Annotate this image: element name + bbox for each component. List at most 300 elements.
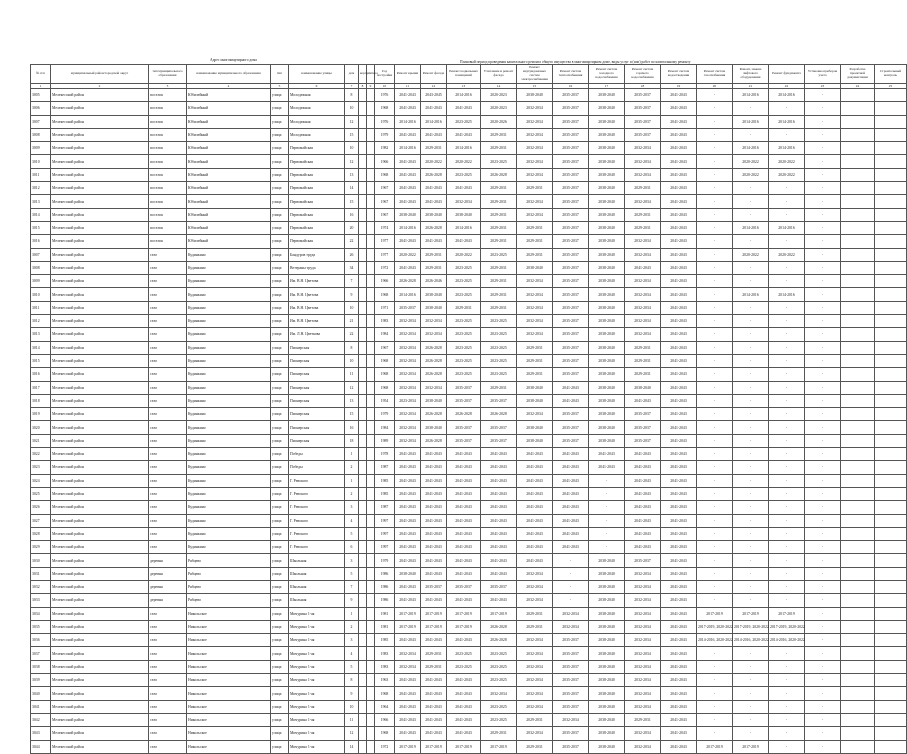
cell-period: 2017-2019 xyxy=(733,740,769,753)
cell-period: 2014-2016 xyxy=(769,115,805,128)
cell-period: 2029-2031 xyxy=(625,713,661,726)
cell-period: 2038-2040 xyxy=(517,394,553,407)
cell-n: 3041 xyxy=(31,700,51,713)
cell-st: улица xyxy=(271,315,289,328)
cell-st: улица xyxy=(271,554,289,567)
cell-type: село xyxy=(149,341,187,354)
cell-period: 2041-2043 xyxy=(661,368,697,381)
cell-empty xyxy=(841,168,875,181)
cell-mo: Юбилейный xyxy=(187,102,271,115)
cell-period: 2035-2037 xyxy=(553,368,589,381)
cell-period: 2014-2016 xyxy=(395,221,421,234)
cell-street: Им. Л.Н. Цветкова xyxy=(289,328,345,341)
cell-period: 2041-2043 xyxy=(421,195,447,208)
table-body xyxy=(31,89,907,754)
cell-period: 2032-2034 xyxy=(395,421,421,434)
column-number: 24 xyxy=(841,84,875,89)
cell-period: 2014-2016, 2020-2022 xyxy=(697,634,733,647)
cell-period: - xyxy=(805,487,841,500)
cell-empty xyxy=(875,89,907,102)
cell-period: - xyxy=(769,567,805,580)
cell-empty xyxy=(841,687,875,700)
cell-period: 2032-2034 xyxy=(625,687,661,700)
cell-period: - xyxy=(769,381,805,394)
cell-house: 12 xyxy=(345,115,359,128)
cell-period: 2038-2040 xyxy=(589,740,625,753)
cell-lit xyxy=(367,261,375,274)
cell-year: 1982 xyxy=(375,142,395,155)
column-header: наименование муниципального образования xyxy=(187,65,271,84)
cell-period: - xyxy=(697,687,733,700)
cell-period: 2041-2043 xyxy=(661,261,697,274)
cell-period: 2041-2043 xyxy=(517,514,553,527)
cell-n: 3030 xyxy=(31,554,51,567)
cell-period: 2020-2023 xyxy=(481,102,517,115)
cell-district: Мелекесский район xyxy=(51,248,149,261)
cell-period: 2029-2031 xyxy=(481,195,517,208)
cell-n: 3020 xyxy=(31,421,51,434)
cell-period: 2014-2016 xyxy=(769,288,805,301)
cell-lit xyxy=(367,115,375,128)
cell-period: 2041-2043 xyxy=(661,275,697,288)
cell-period: 2038-2040 xyxy=(589,208,625,221)
cell-st: улица xyxy=(271,128,289,141)
cell-street: Мичурина 1-ая xyxy=(289,700,345,713)
cell-n: 3039 xyxy=(31,674,51,687)
cell-period: - xyxy=(805,687,841,700)
cell-empty xyxy=(875,261,907,274)
cell-period: 2032-2034 xyxy=(421,315,447,328)
cell-year: 1968 xyxy=(375,354,395,367)
cell-empty xyxy=(875,594,907,607)
cell-st: улица xyxy=(271,567,289,580)
cell-period: 2041-2043 xyxy=(625,461,661,474)
cell-st: улица xyxy=(271,288,289,301)
cell-period: 2035-2037 xyxy=(553,660,589,673)
cell-period: 2035-2037 xyxy=(447,394,481,407)
cell-period: - xyxy=(769,182,805,195)
cell-st: улица xyxy=(271,607,289,620)
cell-period: 2032-2034 xyxy=(395,647,421,660)
cell-period: - xyxy=(697,102,733,115)
cell-period: 2038-2040 xyxy=(589,580,625,593)
cell-empty xyxy=(875,128,907,141)
cell-empty xyxy=(841,248,875,261)
cell-period: 2032-2034 xyxy=(625,328,661,341)
table-row xyxy=(31,341,907,354)
cell-corp xyxy=(359,128,367,141)
cell-period: 2038-2040 xyxy=(589,647,625,660)
cell-house: 18 xyxy=(345,434,359,447)
cell-period: - xyxy=(805,168,841,181)
cell-period: - xyxy=(697,594,733,607)
cell-empty xyxy=(875,647,907,660)
cell-corp xyxy=(359,275,367,288)
cell-period: - xyxy=(769,208,805,221)
cell-street: Г. Ревокого xyxy=(289,527,345,540)
cell-period: 2038-2040 xyxy=(589,434,625,447)
table-row xyxy=(31,448,907,461)
cell-lit xyxy=(367,674,375,687)
cell-period: 2041-2043 xyxy=(661,567,697,580)
cell-period: - xyxy=(697,354,733,367)
cell-street: Первомайская xyxy=(289,182,345,195)
cell-period: 2032-2034 xyxy=(517,727,553,740)
cell-period: - xyxy=(733,182,769,195)
cell-period: 2029-2031 xyxy=(625,368,661,381)
cell-empty xyxy=(875,674,907,687)
cell-mo: Кудинкино xyxy=(187,341,271,354)
cell-street: Пионерская xyxy=(289,381,345,394)
cell-corp xyxy=(359,541,367,554)
cell-period: 2041-2043 xyxy=(661,501,697,514)
cell-corp xyxy=(359,567,367,580)
cell-period: 2029-2031 xyxy=(517,182,553,195)
table-row xyxy=(31,354,907,367)
cell-empty xyxy=(875,554,907,567)
cell-period: 2038-2040 xyxy=(589,288,625,301)
cell-house: 5 xyxy=(345,527,359,540)
cell-corp xyxy=(359,288,367,301)
cell-period: 2023-2025 xyxy=(481,713,517,726)
cell-type: село xyxy=(149,501,187,514)
cell-corp xyxy=(359,341,367,354)
cell-period: 2035-2037 xyxy=(553,248,589,261)
cell-st: улица xyxy=(271,235,289,248)
cell-corp xyxy=(359,221,367,234)
cell-mo: Никольское xyxy=(187,713,271,726)
cell-st: улица xyxy=(271,634,289,647)
cell-district: Мелекесский район xyxy=(51,394,149,407)
cell-corp xyxy=(359,740,367,753)
cell-house: 15 xyxy=(345,128,359,141)
cell-period: 2038-2040 xyxy=(589,408,625,421)
cell-period: 2032-2034 xyxy=(553,607,589,620)
table-row xyxy=(31,541,907,554)
cell-period: 2038-2040 xyxy=(589,315,625,328)
cell-year: 1985 xyxy=(375,634,395,647)
cell-lit xyxy=(367,727,375,740)
cell-period: 2017-2019, 2020-2022 xyxy=(733,620,769,633)
cell-mo: Никольское xyxy=(187,607,271,620)
cell-period: - xyxy=(769,368,805,381)
cell-n: 3007 xyxy=(31,115,51,128)
cell-type: село xyxy=(149,315,187,328)
cell-period: 2041-2043 xyxy=(395,448,421,461)
cell-district: Мелекесский район xyxy=(51,301,149,314)
cell-period: 2041-2043 xyxy=(661,315,697,328)
cell-street: Молодежная xyxy=(289,89,345,102)
cell-lit xyxy=(367,195,375,208)
cell-corp xyxy=(359,368,367,381)
cell-period: - xyxy=(733,461,769,474)
cell-period: 2041-2043 xyxy=(553,527,589,540)
cell-n: 3006 xyxy=(31,102,51,115)
cell-period: 2032-2034 xyxy=(625,594,661,607)
cell-period: 2041-2043 xyxy=(661,328,697,341)
cell-period: - xyxy=(805,128,841,141)
cell-period: 2023-2034 xyxy=(395,394,421,407)
cell-corp xyxy=(359,102,367,115)
cell-period: 2041-2043 xyxy=(395,514,421,527)
cell-period: 2023-2025 xyxy=(481,354,517,367)
cell-period: 2035-2037 xyxy=(553,128,589,141)
cell-period: - xyxy=(769,727,805,740)
cell-mo: Никольское xyxy=(187,620,271,633)
cell-period: 2017-2019 xyxy=(395,607,421,620)
cell-period: - xyxy=(805,740,841,753)
cell-period: 2038-2040 xyxy=(421,288,447,301)
cell-st: улица xyxy=(271,182,289,195)
cell-type: село xyxy=(149,620,187,633)
cell-period: 2041-2043 xyxy=(395,580,421,593)
cell-n: 3019 xyxy=(31,408,51,421)
cell-empty xyxy=(875,740,907,753)
cell-house: 6 xyxy=(345,541,359,554)
cell-period: - xyxy=(769,301,805,314)
cell-period: - xyxy=(769,674,805,687)
cell-corp xyxy=(359,354,367,367)
cell-period: - xyxy=(697,434,733,447)
cell-house: 8 xyxy=(345,674,359,687)
cell-period: 2041-2043 xyxy=(661,381,697,394)
cell-n: 3005 xyxy=(31,89,51,102)
column-number: 11 xyxy=(395,84,421,89)
cell-period: 2020-2022 xyxy=(733,248,769,261)
column-header: Строительный контроль xyxy=(875,65,907,84)
cell-period: 2014-2016 xyxy=(733,221,769,234)
cell-empty xyxy=(841,368,875,381)
cell-mo: Юбилейный xyxy=(187,235,271,248)
cell-period: 2038-2040 xyxy=(589,248,625,261)
cell-lit xyxy=(367,301,375,314)
cell-empty xyxy=(875,394,907,407)
cell-type: село xyxy=(149,713,187,726)
cell-period: - xyxy=(733,368,769,381)
cell-n: 3016 xyxy=(31,368,51,381)
cell-period: 2017-2019, 2020-2022 xyxy=(697,620,733,633)
cell-period: - xyxy=(697,647,733,660)
cell-year: 1984 xyxy=(375,421,395,434)
cell-period: 2029-2031 xyxy=(421,248,447,261)
cell-st: улица xyxy=(271,155,289,168)
cell-year: 1978 xyxy=(375,448,395,461)
column-number: 16 xyxy=(553,84,589,89)
cell-period: 2038-2040 xyxy=(589,594,625,607)
cell-empty xyxy=(841,408,875,421)
column-number: 12 xyxy=(421,84,447,89)
cell-st: улица xyxy=(271,248,289,261)
cell-period: 2029-2031 xyxy=(481,381,517,394)
column-number: 14 xyxy=(481,84,517,89)
cell-period: 2032-2034 xyxy=(395,315,421,328)
cell-n: 3012 xyxy=(31,315,51,328)
cell-period: 2035-2037 xyxy=(553,687,589,700)
cell-period: 2041-2043 xyxy=(421,448,447,461)
cell-corp xyxy=(359,89,367,102)
cell-period: - xyxy=(553,594,589,607)
cell-period: - xyxy=(805,514,841,527)
cell-period: 2041-2043 xyxy=(447,527,481,540)
cell-period: - xyxy=(733,102,769,115)
cell-empty xyxy=(875,541,907,554)
cell-period: 2032-2034 xyxy=(625,195,661,208)
cell-period: - xyxy=(697,394,733,407)
cell-n: 3044 xyxy=(31,740,51,753)
cell-empty xyxy=(875,182,907,195)
cell-period: - xyxy=(589,514,625,527)
cell-street: Мичурина 1-ая xyxy=(289,620,345,633)
cell-period: 2041-2043 xyxy=(395,541,421,554)
cell-type: деревня xyxy=(149,580,187,593)
cell-period: 2038-2040 xyxy=(421,301,447,314)
cell-period: 2041-2043 xyxy=(661,408,697,421)
cell-corp xyxy=(359,527,367,540)
cell-period: 2041-2043 xyxy=(447,594,481,607)
cell-district: Мелекесский район xyxy=(51,354,149,367)
cell-period: 2020-2022 xyxy=(769,248,805,261)
cell-period: - xyxy=(769,700,805,713)
cell-st: улица xyxy=(271,142,289,155)
cell-district: Мелекесский район xyxy=(51,421,149,434)
column-header: Ремонт систем теплоснабжения xyxy=(553,65,589,84)
cell-period: 2041-2043 xyxy=(447,487,481,500)
cell-period: 2041-2043 xyxy=(661,182,697,195)
cell-period: 2032-2034 xyxy=(421,381,447,394)
cell-st: улица xyxy=(271,541,289,554)
cell-period: 2041-2043 xyxy=(447,514,481,527)
cell-period: 2041-2043 xyxy=(481,501,517,514)
cell-period: 2032-2034 xyxy=(395,434,421,447)
cell-period: 2032-2034 xyxy=(625,580,661,593)
cell-empty xyxy=(875,301,907,314)
cell-mo: Никольское xyxy=(187,660,271,673)
cell-period: - xyxy=(697,541,733,554)
cell-mo: Кудинкино xyxy=(187,434,271,447)
cell-period: 2041-2043 xyxy=(395,700,421,713)
cell-period: 2041-2043 xyxy=(395,168,421,181)
cell-period: 2014-2016 xyxy=(769,89,805,102)
cell-period: - xyxy=(769,434,805,447)
cell-period: 2041-2043 xyxy=(589,461,625,474)
cell-period: 2035-2037 xyxy=(553,235,589,248)
column-number: 1 xyxy=(31,84,51,89)
cell-district: Мелекесский район xyxy=(51,155,149,168)
cell-mo: Рябцево xyxy=(187,567,271,580)
cell-house: 11 xyxy=(345,713,359,726)
cell-period: 2032-2034 xyxy=(517,634,553,647)
cell-district: Мелекесский район xyxy=(51,261,149,274)
cell-period: 2026-2028 xyxy=(421,221,447,234)
cell-year: 1983 xyxy=(375,660,395,673)
cell-period: 2041-2043 xyxy=(447,687,481,700)
cell-year: 1968 xyxy=(375,687,395,700)
cell-corp xyxy=(359,421,367,434)
cell-period: 2038-2040 xyxy=(589,607,625,620)
cell-street: Г. Ревокого xyxy=(289,514,345,527)
cell-period: 2035-2037 xyxy=(553,341,589,354)
cell-period: - xyxy=(805,235,841,248)
cell-period: 2041-2043 xyxy=(553,381,589,394)
cell-street: Г. Ревокого xyxy=(289,501,345,514)
cell-period: 2041-2043 xyxy=(661,235,697,248)
cell-year: 1968 xyxy=(375,381,395,394)
cell-lit xyxy=(367,647,375,660)
cell-type: поселок xyxy=(149,128,187,141)
cell-st: улица xyxy=(271,474,289,487)
cell-period: - xyxy=(697,221,733,234)
cell-period: - xyxy=(805,408,841,421)
table-row xyxy=(31,727,907,740)
table-row xyxy=(31,713,907,726)
cell-empty xyxy=(841,261,875,274)
cell-district: Мелекесский район xyxy=(51,381,149,394)
cell-period: 2032-2034 xyxy=(517,687,553,700)
cell-lit xyxy=(367,527,375,540)
cell-year: 1967 xyxy=(375,341,395,354)
cell-type: поселок xyxy=(149,115,187,128)
cell-period: 2017-2019 xyxy=(697,607,733,620)
cell-period: 2041-2043 xyxy=(661,248,697,261)
cell-st: улица xyxy=(271,221,289,234)
cell-empty xyxy=(875,221,907,234)
cell-period: 2038-2040 xyxy=(589,261,625,274)
cell-empty xyxy=(875,168,907,181)
cell-house: 1 xyxy=(345,474,359,487)
cell-corp xyxy=(359,115,367,128)
cell-period: 2023-2025 xyxy=(481,647,517,660)
cell-period: 2032-2034 xyxy=(517,115,553,128)
cell-period: 2041-2043 xyxy=(553,394,589,407)
cell-mo: Кудинкино xyxy=(187,514,271,527)
cell-period: - xyxy=(805,208,841,221)
cell-period: 2035-2037 xyxy=(553,328,589,341)
cell-empty xyxy=(841,208,875,221)
cell-period: 2038-2040 xyxy=(589,368,625,381)
cell-period: 2038-2040 xyxy=(447,208,481,221)
cell-period: - xyxy=(697,128,733,141)
cell-lit xyxy=(367,89,375,102)
cell-period: 2041-2043 xyxy=(395,155,421,168)
cell-period: 2014-2016 xyxy=(769,221,805,234)
cell-period: 2041-2043 xyxy=(625,527,661,540)
cell-period: 2035-2037 xyxy=(553,221,589,234)
cell-period: 2041-2043 xyxy=(625,514,661,527)
cell-period: - xyxy=(733,381,769,394)
cell-period: - xyxy=(769,195,805,208)
column-number: 21 xyxy=(733,84,769,89)
cell-corp xyxy=(359,208,367,221)
column-number: 5 xyxy=(271,84,289,89)
column-header: Ремонт внутридомовых систем электроснабжения xyxy=(517,65,553,84)
cell-period: 2041-2043 xyxy=(661,660,697,673)
cell-period: 2041-2043 xyxy=(395,128,421,141)
column-header: Ремонт крыши xyxy=(395,65,421,84)
table-row xyxy=(31,647,907,660)
cell-empty xyxy=(875,580,907,593)
cell-empty xyxy=(841,115,875,128)
cell-period: 2041-2043 xyxy=(395,687,421,700)
cell-type: село xyxy=(149,487,187,500)
cell-empty xyxy=(841,501,875,514)
cell-period: 2023-2025 xyxy=(447,288,481,301)
cell-period: 2041-2043 xyxy=(661,168,697,181)
cell-period: 2038-2040 xyxy=(589,354,625,367)
cell-period: 2041-2043 xyxy=(395,527,421,540)
cell-period: 2032-2034 xyxy=(517,301,553,314)
cell-period: 2038-2040 xyxy=(589,727,625,740)
cell-period: 2026-2028 xyxy=(421,341,447,354)
